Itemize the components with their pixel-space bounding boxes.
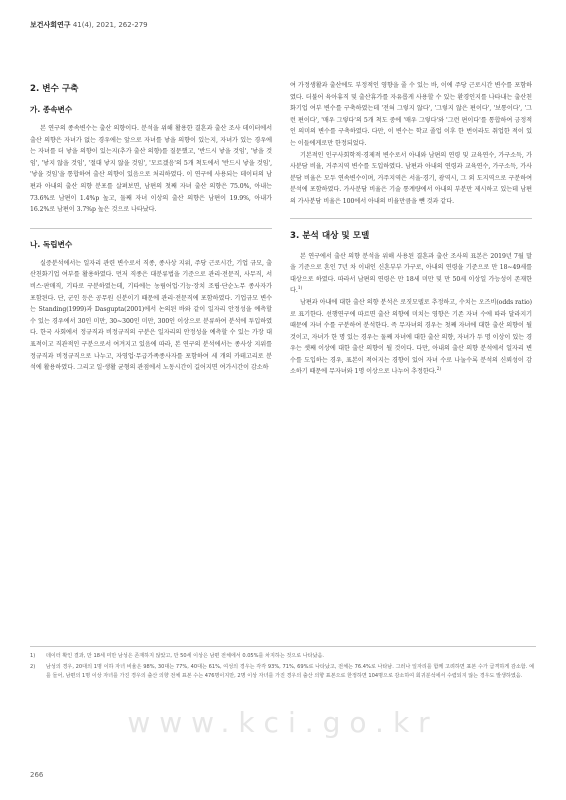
right-column: [290, 80, 532, 378]
footnote-mark: 2): [30, 664, 36, 670]
footnote-ref-1[interactable]: 1): [297, 286, 303, 292]
footnote-text: 데이터 확인 결과, 만 18세 미만 남성은 존재하지 않았고, 만 50세 이상은 남편 전체에서 0.05%를 차지하는 것으로 나타났음.: [46, 653, 325, 659]
footnote-ref-2[interactable]: 2): [436, 367, 442, 373]
footnote-item: [30, 663, 534, 681]
paragraph-continued: 여 가정생활과 출산에도 부정적인 영향을 줄 수 있는 바, 이에 주당 근로시간 변수를 포함하였다. 더불어 육아휴직 및 출산휴가를 자유롭게 사용할 수 있는 환경인지를 나타내는 출산친화기업 여부 변수를 구축하였는데 '전혀 그렇지 않다', '그렇지 않은 편이다', '보통이다', '그런 편이다', '매우 그렇다'의 5개 척도 중에 '매우 그렇다'와 '그런 편이다'를 통합하여 긍정적인 의미의 변수를 구축하였다. 다만, 이 변수는 학교 졸업 이후 한 번이라도 취업한 적이 있는 이들에게로만 한정되었다.: [290, 82, 532, 147]
section-title-analysis-model: 3. 분석 대상 및 모델: [290, 230, 370, 241]
journal-name: 보건사회연구: [30, 21, 71, 29]
paragraph-independent-variable: 실증분석에서는 일자리 관련 변수로서 직종, 종사상 지위, 주당 근로시간, 기업 규모, 출산친화기업 여부를 활용하였다. 먼저 직종은 대분류법을 기준으로 관리·전문직, 사무직, 서비스·판매직, 기타로 구분하였는데, 기타에는 농림어업·기능·장치 조립·단순노무 종사자가 포함된다. 단, 군인 등은 공무원 신분이기 때문에 관리·전문직에 포함하였다. 기업규모 변수는 Standing(1999)과 Dasgupta(2001)에서 논의된 바와 같이 일자리 안정성을 예측할 수 있는 경우에서 30인 미만, 30~300인 미만, 300인 이상으로 분류하여 분석에 투입하였다. 한국 사회에서 정규직과 비정규직의 구분은 일자리의 안정성을 예측할 수 있는 가장 대표적이고 직관적인 구분으로서 여겨지고 있음에 따라, 본 연구의 분석에서는 종사상 지위를 정규직과 비정규직으로 나누고, 자영업·무급가족종사자를 포함하여 세 개의 카테고리로 분석에 활용하였다. 그리고 일·생활 균형의 관점에서 노동시간이 길어지면 여가시간이 감소하: [30, 259, 272, 372]
footnote-mark: 1): [30, 653, 36, 659]
page-number: 266: [30, 771, 44, 779]
footnotes: [30, 652, 534, 683]
subsection-independent-variable: 나. 독립변수: [30, 239, 73, 249]
left-column: [30, 78, 272, 374]
paragraph-sample-text: 본 연구에서 출산 의향 분석을 위해 사용된 결혼과 출산 조사의 표본은 2019년 7월 말을 기준으로 혼인 7년 차 이내인 신혼부부 가구로, 아내의 연령을 기준으로 만 18~49세를 대상으로 하였다. 따라서 남편의 연령은 만 18세 미만 및 만 50세 이상일 가능성이 존재한다.: [290, 252, 532, 295]
section-title-variables: 2. 변수 구축: [30, 84, 79, 94]
footnote-divider: [30, 646, 536, 647]
subsection-dependent-variable: 가. 종속변수: [30, 105, 73, 114]
paragraph-sample: [290, 251, 532, 297]
paragraph-demographic-variables: 기본적인 인구사회학적·경제적 변수로서 아내와 남편의 연령 및 교육연수, 가구소득, 가사분담 비율, 거주지역 변수를 도입하였다. 남편과 아내의 연령과 교육연수, 가구소득, 가사분담 비율은 모두 연속변수이며, 거주지역은 서울·경기, 광역시, 그 외 도지역으로 구분하여 분석에 포함하였다. 가사분담 비율은 기술 통계량에서 아내의 부분만 제시하고 있는데 남편의 가사분담 비율은 100에서 아내의 비율만큼을 뺀 것과 같다.: [290, 151, 532, 205]
footnote-text: 남성의 경우, 20대의 1명 이하 자녀 비율은 98%, 30대는 77%, 40대는 61%, 여성의 경우는 각각 93%, 71%, 69%로 나타났고, 전체는 76.4%로 나타남. 그러나 일자리를 함께 고려하면 표본 수가 급격하게 감소함. 예를 들어, 남편의 1명 이상 자녀를 가진 경우의 출산 의향 전체 표본 수는 476명이지만, 2명 이상 자녀를 가진 경우의 출산 의향 표본으로 한정하면 104명으로 감소하여 회귀분석에서 수렴되지 않는 경우도 발생하였음.: [46, 664, 534, 679]
divider: [30, 228, 272, 229]
watermark: www.kci.go.kr: [127, 706, 439, 739]
paragraph-dependent-variable: 본 연구의 종속변수는 출산 의향이다. 분석을 위해 활용한 결혼과 출산 조사 데이터에서 출산 의향은 자녀가 없는 경우에는 앞으로 자녀를 낳을 의향이 있는지, 자녀가 있는 경우에는 자녀를 더 낳을 의향이 있는지(추가 출산 의향)를 질문했고, '반드시 낳을 것임', '낳을 것임', '낳지 않을 것임', '절대 낳지 않을 것임', '모르겠음'의 5개 척도에서 '반드시 낳을 것임', '낳을 것임'을 통합하여 출산 의향이 있음으로 처리하였다. 이 연구에 사용되는 데이터의 남편과 아내의 출산 의향 분포를 살펴보면, 남편의 첫째 자녀 출산 의향은 75.0%, 아내는 73.6%로 남편이 1.4%p 높고, 둘째 자녀 이상의 출산 의향은 남편이 19.9%, 아내가 16.2%로 남편이 3.7%p 높은 것으로 나타났다.: [30, 125, 272, 214]
paragraph-model: [290, 297, 532, 378]
running-head: [30, 20, 148, 30]
paragraph-model-text: 남편과 아내에 대한 출산 의향 분석은 로짓모델로 추정하고, 수치는 오즈비(odds ratio)로 표기한다. 선행연구에 따르면 출산 의향에 미치는 영향은 기존 자녀 수에 따라 달라지기 때문에 자녀 수를 구분하여 분석한다. 즉 무자녀의 경우는 첫째 자녀에 대한 출산 의향이 될 것이고, 자녀가 한 명 있는 경우는 둘째 자녀에 대한 출산 의향, 자녀가 두 명 이상이 있는 경우는 셋째 이상에 대한 출산 의향이 될 것이다. 다만, 아내의 출산 의향 분석에서 일자리 변수를 도입하는 경우, 표본이 적어지는 경향이 있어 자녀 수로 나눌수록 분석의 신뢰성이 감소하기 때문에 무자녀와 1명 이상으로 나누어 추정한다.: [290, 298, 532, 376]
divider: [290, 218, 532, 219]
footnote-item: [30, 652, 534, 661]
journal-citation: 41(4), 2021, 262-279: [72, 21, 148, 29]
